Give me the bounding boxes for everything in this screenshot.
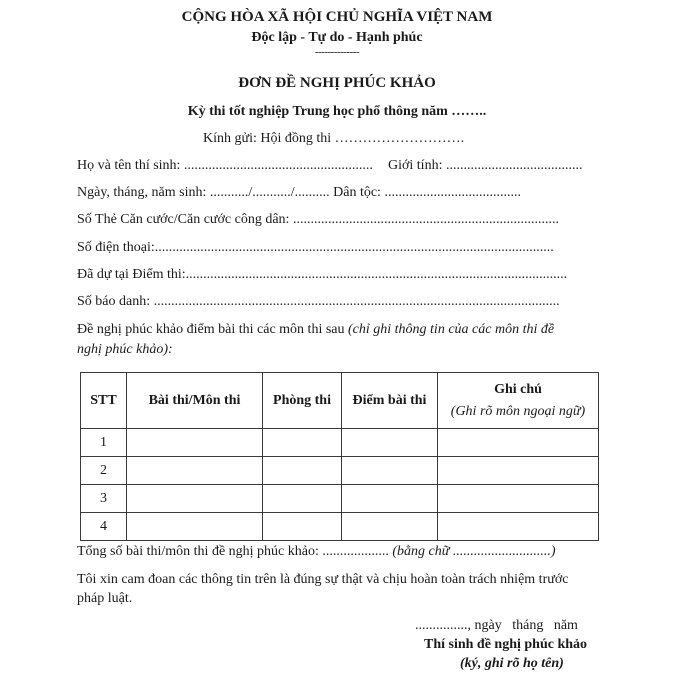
cell-score[interactable] <box>342 429 438 457</box>
request-note: (chỉ ghi thông tin của các môn thi đề <box>348 322 555 337</box>
cell-subject[interactable] <box>127 513 263 541</box>
cell-subject[interactable] <box>127 429 263 457</box>
request-main: Đề nghị phúc khảo điểm bài thi các môn thi sau <box>77 322 348 337</box>
form-subtitle: Kỳ thi tốt nghiệp Trung học phổ thông năm …….. <box>187 104 487 119</box>
cell-score[interactable] <box>342 513 438 541</box>
signature-date[interactable]: ..............., ngày tháng năm <box>415 618 578 633</box>
header-score: Điểm bài thi <box>342 373 438 429</box>
cell-score[interactable] <box>342 457 438 485</box>
review-table <box>80 372 599 541</box>
table-row <box>81 457 599 485</box>
table-row <box>81 485 599 513</box>
candidate-number-field[interactable]: Số báo danh: .................................................................................................................... <box>77 294 560 309</box>
table-header-row <box>81 373 599 429</box>
header-note-sub: (Ghi rõ môn ngoại ngữ) <box>450 403 586 419</box>
cell-subject[interactable] <box>127 457 263 485</box>
gender-field[interactable]: Giới tính: ....................................... <box>388 158 583 173</box>
motto: Độc lập - Tự do - Hạnh phúc <box>251 30 423 45</box>
cell-note[interactable] <box>438 457 599 485</box>
header-stt: STT <box>81 373 127 429</box>
row-stt: 1 <box>81 429 127 457</box>
full-name-field[interactable]: Họ và tên thí sinh: ...................................................... <box>77 158 373 173</box>
signature-instruction: (ký, ghi rõ họ tên) <box>460 656 564 671</box>
phone-field[interactable]: Số điện thoại:.................................................................................................................. <box>77 240 554 255</box>
country-heading: CỘNG HÒA XÃ HỘI CHỦ NGHĨA VIỆT NAM <box>181 9 493 25</box>
row-stt: 4 <box>81 513 127 541</box>
exam-site-field[interactable]: Đã dự tại Điểm thi:............................................................................................................. <box>77 267 568 282</box>
cell-room[interactable] <box>263 429 342 457</box>
form-title: ĐƠN ĐỀ NGHỊ PHÚC KHẢO <box>238 75 436 91</box>
cell-note[interactable] <box>438 429 599 457</box>
cell-room[interactable] <box>263 485 342 513</box>
cell-score[interactable] <box>342 485 438 513</box>
request-note-cont: nghị phúc khảo): <box>77 342 173 357</box>
header-room: Phòng thi <box>263 373 342 429</box>
declaration-line2: pháp luật. <box>77 591 133 606</box>
header-note-title: Ghi chú <box>494 381 542 397</box>
cell-note[interactable] <box>438 485 599 513</box>
cell-note[interactable] <box>438 513 599 541</box>
header-subject: Bài thi/Môn thi <box>127 373 263 429</box>
declaration-line1: Tôi xin cam đoan các thông tin trên là đúng sự thật và chịu hoàn toàn trách nhiệm trước <box>77 572 569 587</box>
table-row <box>81 513 599 541</box>
signature-title: Thí sinh đề nghị phúc khảo <box>424 637 588 652</box>
total-in-words[interactable]: (bằng chữ ............................) <box>392 544 556 559</box>
addressee: Kính gửi: Hội đồng thi ………………………. <box>203 131 465 146</box>
header-note <box>438 373 599 429</box>
row-stt: 3 <box>81 485 127 513</box>
cell-room[interactable] <box>263 513 342 541</box>
row-stt: 2 <box>81 457 127 485</box>
table-row <box>81 429 599 457</box>
divider: -------------- <box>314 46 360 58</box>
id-card-field[interactable]: Số Thẻ Căn cước/Căn cước công dân: ............................................................................ <box>77 212 559 227</box>
total-text[interactable]: Tổng số bài thi/môn thi đề nghị phúc khảo: ................... <box>77 544 393 559</box>
cell-subject[interactable] <box>127 485 263 513</box>
cell-room[interactable] <box>263 457 342 485</box>
dob-ethnicity-field[interactable]: Ngày, tháng, năm sinh: .........../.........../.......... Dân tộc: ....................................... <box>77 185 521 200</box>
request-text <box>77 322 554 338</box>
total-line <box>77 544 556 560</box>
